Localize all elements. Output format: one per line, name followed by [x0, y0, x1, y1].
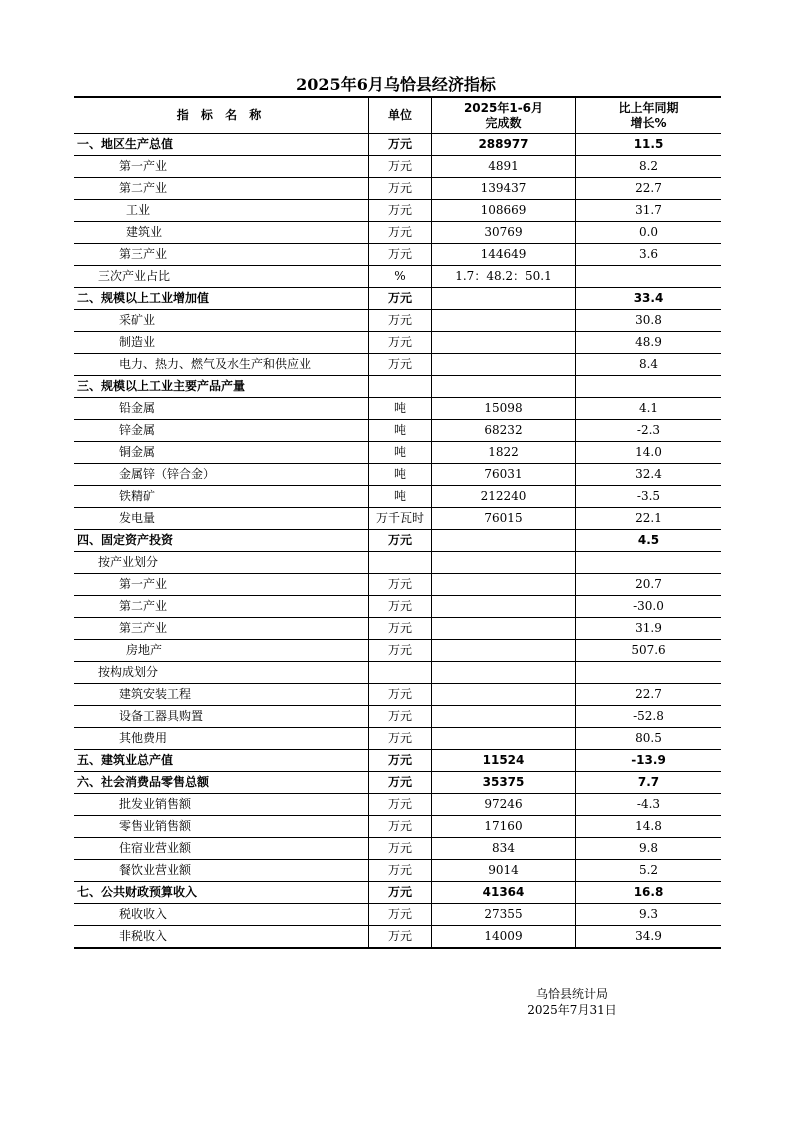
indicator-name: 建筑业 [74, 222, 369, 244]
value-cell: 15098 [432, 398, 576, 420]
header-growth-line2: 增长% [630, 115, 667, 130]
value-cell: 212240 [432, 486, 576, 508]
table-row [74, 332, 721, 354]
value-cell: 4891 [432, 156, 576, 178]
unit-cell: 万元 [369, 178, 432, 200]
section-row [74, 134, 721, 156]
value-cell: 76015 [432, 508, 576, 530]
value-cell: 14009 [432, 926, 576, 949]
section-row [74, 882, 721, 904]
growth-cell [576, 266, 722, 288]
unit-cell: 万元 [369, 574, 432, 596]
unit-cell: 万元 [369, 728, 432, 750]
growth-cell [576, 552, 722, 574]
value-cell: 35375 [432, 772, 576, 794]
indicator-name: 锌金属 [74, 420, 369, 442]
indicator-name: 房地产 [74, 640, 369, 662]
unit-cell: 万元 [369, 200, 432, 222]
indicator-name: 零售业销售额 [74, 816, 369, 838]
value-cell [432, 552, 576, 574]
indicator-name: 发电量 [74, 508, 369, 530]
unit-cell: 万元 [369, 904, 432, 926]
growth-cell: 5.2 [576, 860, 722, 882]
unit-cell [369, 662, 432, 684]
indicator-name: 非税收入 [74, 926, 369, 949]
growth-cell: -30.0 [576, 596, 722, 618]
value-cell: 144649 [432, 244, 576, 266]
table-row [74, 596, 721, 618]
value-cell: 139437 [432, 178, 576, 200]
indicator-name: 电力、热力、燃气及水生产和供应业 [74, 354, 369, 376]
growth-cell: -2.3 [576, 420, 722, 442]
growth-cell: 33.4 [576, 288, 722, 310]
table-row [74, 904, 721, 926]
growth-cell: 507.6 [576, 640, 722, 662]
header-indicator-name: 指 标 名 称 [74, 97, 369, 134]
value-cell: 9014 [432, 860, 576, 882]
header-value [432, 97, 576, 134]
growth-cell: 22.7 [576, 684, 722, 706]
table-row [74, 156, 721, 178]
growth-cell: -13.9 [576, 750, 722, 772]
unit-cell: 万元 [369, 816, 432, 838]
value-cell [432, 618, 576, 640]
indicator-name: 第三产业 [74, 618, 369, 640]
indicator-name: 二、规模以上工业增加值 [74, 288, 369, 310]
table-row [74, 838, 721, 860]
unit-cell: 万元 [369, 288, 432, 310]
unit-cell: 万元 [369, 750, 432, 772]
indicator-name: 第二产业 [74, 178, 369, 200]
unit-cell: 万元 [369, 332, 432, 354]
growth-cell: 14.0 [576, 442, 722, 464]
unit-cell: 万元 [369, 530, 432, 552]
table-row [74, 816, 721, 838]
unit-cell: 万元 [369, 684, 432, 706]
indicator-name: 三、规模以上工业主要产品产量 [74, 376, 369, 398]
table-row [74, 398, 721, 420]
growth-cell: -52.8 [576, 706, 722, 728]
value-cell [432, 332, 576, 354]
value-cell: 11524 [432, 750, 576, 772]
indicator-name: 七、公共财政预算收入 [74, 882, 369, 904]
value-cell: 17160 [432, 816, 576, 838]
value-cell [432, 728, 576, 750]
table-row [74, 508, 721, 530]
table-row [74, 222, 721, 244]
table-row [74, 794, 721, 816]
growth-cell: 30.8 [576, 310, 722, 332]
growth-cell: 22.7 [576, 178, 722, 200]
header-value-line2: 完成数 [485, 115, 522, 130]
unit-cell: 万元 [369, 244, 432, 266]
indicator-name: 五、建筑业总产值 [74, 750, 369, 772]
value-cell: 1822 [432, 442, 576, 464]
indicator-name: 设备工器具购置 [74, 706, 369, 728]
value-cell: 1.7：48.2：50.1 [432, 266, 576, 288]
unit-cell: 万元 [369, 794, 432, 816]
indicator-name: 三次产业占比 [74, 266, 369, 288]
value-cell: 76031 [432, 464, 576, 486]
table-row [74, 486, 721, 508]
growth-cell: 4.5 [576, 530, 722, 552]
table-row [74, 310, 721, 332]
value-cell: 288977 [432, 134, 576, 156]
table-row [74, 618, 721, 640]
growth-cell: 0.0 [576, 222, 722, 244]
growth-cell: 9.8 [576, 838, 722, 860]
indicator-name: 制造业 [74, 332, 369, 354]
unit-cell: 万元 [369, 772, 432, 794]
table-row [74, 464, 721, 486]
unit-cell [369, 376, 432, 398]
table-row [74, 926, 721, 949]
indicator-name: 铅金属 [74, 398, 369, 420]
value-cell [432, 640, 576, 662]
growth-cell: 8.2 [576, 156, 722, 178]
table-row [74, 178, 721, 200]
unit-cell: 万元 [369, 640, 432, 662]
indicator-name: 金属锌（锌合金） [74, 464, 369, 486]
table-row [74, 728, 721, 750]
unit-cell: 吨 [369, 464, 432, 486]
section-row [74, 376, 721, 398]
indicator-name: 铜金属 [74, 442, 369, 464]
growth-cell: 20.7 [576, 574, 722, 596]
indicator-name: 其他费用 [74, 728, 369, 750]
value-cell: 27355 [432, 904, 576, 926]
footer-date: 2025年7月31日 [527, 1003, 617, 1017]
indicator-name: 一、地区生产总值 [74, 134, 369, 156]
indicator-name: 六、社会消费品零售总额 [74, 772, 369, 794]
unit-cell: 万元 [369, 222, 432, 244]
value-cell [432, 310, 576, 332]
unit-cell: 吨 [369, 486, 432, 508]
indicator-name: 住宿业营业额 [74, 838, 369, 860]
growth-cell: 4.1 [576, 398, 722, 420]
indicator-name: 第一产业 [74, 156, 369, 178]
growth-cell: 32.4 [576, 464, 722, 486]
unit-cell: % [369, 266, 432, 288]
growth-cell: 14.8 [576, 816, 722, 838]
value-cell [432, 596, 576, 618]
table-row [74, 684, 721, 706]
table-row [74, 662, 721, 684]
growth-cell: 80.5 [576, 728, 722, 750]
value-cell: 97246 [432, 794, 576, 816]
value-cell [432, 376, 576, 398]
growth-cell: -4.3 [576, 794, 722, 816]
unit-cell: 万元 [369, 838, 432, 860]
value-cell: 68232 [432, 420, 576, 442]
value-cell: 108669 [432, 200, 576, 222]
unit-cell [369, 552, 432, 574]
value-cell [432, 662, 576, 684]
indicator-name: 四、固定资产投资 [74, 530, 369, 552]
unit-cell: 吨 [369, 398, 432, 420]
growth-cell: 7.7 [576, 772, 722, 794]
value-cell: 834 [432, 838, 576, 860]
header-unit: 单位 [369, 97, 432, 134]
unit-cell: 万元 [369, 926, 432, 949]
growth-cell: 22.1 [576, 508, 722, 530]
value-cell [432, 288, 576, 310]
table-row [74, 706, 721, 728]
table-body [74, 134, 721, 949]
value-cell [432, 354, 576, 376]
indicator-name: 采矿业 [74, 310, 369, 332]
indicator-name: 税收收入 [74, 904, 369, 926]
value-cell: 41364 [432, 882, 576, 904]
header-value-line1: 2025年1-6月 [463, 100, 544, 115]
unit-cell: 万元 [369, 618, 432, 640]
indicator-name: 按产业划分 [74, 552, 369, 574]
table-row [74, 860, 721, 882]
table-row [74, 200, 721, 222]
unit-cell: 吨 [369, 442, 432, 464]
indicator-name: 铁精矿 [74, 486, 369, 508]
unit-cell: 万元 [369, 882, 432, 904]
growth-cell: 8.4 [576, 354, 722, 376]
growth-cell: 9.3 [576, 904, 722, 926]
unit-cell: 吨 [369, 420, 432, 442]
table-row [74, 574, 721, 596]
indicator-name: 建筑安装工程 [74, 684, 369, 706]
indicator-name: 按构成划分 [74, 662, 369, 684]
indicator-name: 工业 [74, 200, 369, 222]
value-cell: 30769 [432, 222, 576, 244]
unit-cell: 万元 [369, 134, 432, 156]
unit-cell: 万元 [369, 310, 432, 332]
page-title: 2025年6月乌恰县经济指标 [296, 75, 496, 94]
indicator-table [74, 96, 721, 949]
growth-cell: 3.6 [576, 244, 722, 266]
indicator-name: 批发业销售额 [74, 794, 369, 816]
table-row [74, 354, 721, 376]
unit-cell: 万元 [369, 706, 432, 728]
indicator-name: 第三产业 [74, 244, 369, 266]
unit-cell: 万元 [369, 156, 432, 178]
section-row [74, 288, 721, 310]
table-row [74, 442, 721, 464]
table-row [74, 266, 721, 288]
growth-cell: 34.9 [576, 926, 722, 949]
unit-cell: 万千瓦时 [369, 508, 432, 530]
table-row [74, 420, 721, 442]
growth-cell: 48.9 [576, 332, 722, 354]
growth-cell [576, 662, 722, 684]
unit-cell: 万元 [369, 860, 432, 882]
value-cell [432, 706, 576, 728]
indicator-name: 餐饮业营业额 [74, 860, 369, 882]
growth-cell [576, 376, 722, 398]
indicator-name: 第二产业 [74, 596, 369, 618]
value-cell [432, 574, 576, 596]
growth-cell: 16.8 [576, 882, 722, 904]
indicator-name: 第一产业 [74, 574, 369, 596]
unit-cell: 万元 [369, 596, 432, 618]
table-header-row [74, 97, 721, 134]
section-row [74, 772, 721, 794]
table-row [74, 552, 721, 574]
value-cell [432, 530, 576, 552]
table-row [74, 640, 721, 662]
growth-cell: 11.5 [576, 134, 722, 156]
table-row [74, 244, 721, 266]
value-cell [432, 684, 576, 706]
header-growth-line1: 比上年同期 [618, 100, 679, 115]
growth-cell: 31.9 [576, 618, 722, 640]
growth-cell: -3.5 [576, 486, 722, 508]
section-row [74, 530, 721, 552]
header-growth [576, 97, 722, 134]
unit-cell: 万元 [369, 354, 432, 376]
footer-agency: 乌恰县统计局 [535, 987, 608, 1001]
section-row [74, 750, 721, 772]
growth-cell: 31.7 [576, 200, 722, 222]
